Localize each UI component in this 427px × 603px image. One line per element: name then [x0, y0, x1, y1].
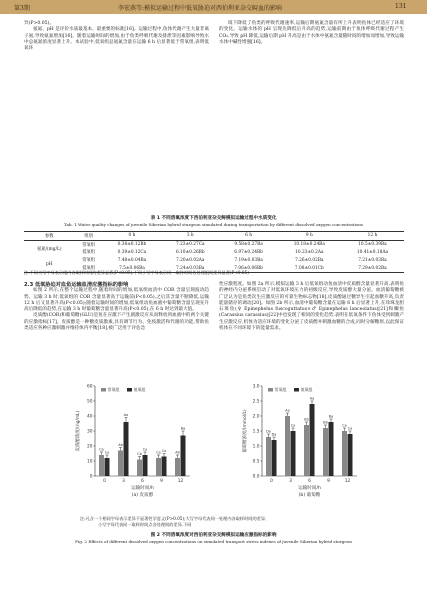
param-cell: pH: [45, 261, 53, 267]
paragraph: 性应激程度。如图 2a 所示,模拟运输 3 h 后低氧组动鱼血清中皮质醇含量显著升高,表明鱼的神经内分泌系统启动了对低氧环境压力的初级反应,导致皮质醇大量分泌。血清葡萄糖被广泛认为是鱼类次生应激反应的可靠生物标志物[18],皮质醇通过糖异生引起血糖升高,负责能量储存的调动[20]。如图 2b 所示,血清中葡萄糖含量在运输 6 h 后显著上升,在珍珠龙胆石斑鱼(♀ Epinephelus fuscoguttatus×♂ Epinephelus lanceolatus)[21]和鲫鱼(Carassius carassius)[22]中也发现了相同的变化趋势,表明在低氧条件下鱼体受到刺激产生应激反应,机体为适应环境的变化分泌了皮质醇并刺激血糖的合成,同时分解糖原,以此保证机体在不同环境下的能量需求。: [219, 282, 404, 332]
y-tick-label: 2.0: [252, 414, 260, 420]
table-note: 注:不同大写字母表示组内各取样时间的差异显著(P<0.05),不同小写字母表示同一取样时间各处理组间差异显著(P<0.05): [24, 270, 249, 275]
data-label: Ca: [290, 423, 296, 428]
bar: [143, 455, 148, 476]
group-cell: 常氧组: [82, 242, 96, 248]
table-row: [24, 249, 404, 257]
x-tick-label: 12: [177, 479, 184, 484]
value-cell: 7.08±0.01Cb: [294, 265, 324, 271]
data-label: Cb: [137, 452, 142, 457]
x-axis-label: 运输时间/h: [298, 486, 321, 491]
section-heading: 2.3 低氧胁迫对血鱼运输血清应激指标的影响: [24, 282, 129, 288]
right-column-mid: [219, 282, 404, 332]
paragraph: 皮质醇(COR)和葡萄糖(GLU)是鱼在应激下产生剧激反应从而释放到血液中的两个关键的应激指标[17]。皮质醇是一种糖皮质激素,具有调节行为、免疫激活和代谢的功能,帮助鱼类适应各种应激刺激并维持体内平衡[18],被广泛用于评估急: [24, 313, 209, 332]
table-header-cell: 12 h: [367, 233, 378, 239]
bar: [99, 455, 104, 476]
value-cell: 6.97±0.24Bb: [234, 249, 263, 255]
param-cell: 氨氮/(mg/L): [36, 246, 62, 252]
legend-label: 常氧组: [107, 387, 120, 393]
table-caption-cn: 表 1 不同溶氧浓度下西伯利亚杂交鲟模拟运输过程中水质变化: [150, 216, 277, 221]
page-header: [0, 0, 427, 14]
data-label: Ca: [142, 447, 148, 452]
x-tick-label: 0: [270, 479, 273, 484]
bar: [272, 440, 277, 476]
table-header-cell: 6 h: [245, 233, 253, 239]
value-cell: 7.26±0.02Ba: [295, 257, 324, 263]
value-cell: 10.41±0.18Aa: [356, 249, 389, 255]
data-label: Bb: [304, 417, 309, 422]
paragraph: 境下降低了鱼类的呼吸代谢速率,运输后期氨氮含量有所上升表明鱼体已经适应了环境的变化。运输水体的 pH 呈现先降低后升高的趋势,运输前期由于鱼体呼吸代谢过程产生 CO₂,导致 pH 降低,运输后期 pH 升高是由于水体中氨氮含量随时间的增加而增加,导致运输水体中碱性增强[16]。: [219, 21, 404, 45]
bar: [118, 451, 123, 477]
table-caption-en: Tab. 1 Water quality changes of juvenile Siberian hybrid sturgeon simulated during transportation by different dissolved oxygen concentrations: [64, 222, 363, 227]
bar: [310, 404, 315, 476]
value-cell: 7.23±0.27Ca: [175, 242, 205, 248]
figure-note: [80, 516, 266, 528]
y-tick-label: 2.5: [252, 399, 260, 405]
bar: [342, 431, 347, 476]
bar: [285, 416, 290, 476]
figure-note-line: 小写字母代表同一取样时间点各处理间的差异,下同: [98, 522, 192, 527]
y-tick-label: 10: [87, 459, 93, 465]
bar: [175, 458, 180, 476]
value-cell: 7.06±0.06Bb: [234, 265, 263, 271]
data-label: Da: [271, 432, 277, 437]
table-row: [24, 240, 404, 248]
water-quality-table: [24, 231, 404, 273]
bar: [181, 436, 186, 477]
value-cell: 10.18±0.24Ba: [293, 242, 325, 248]
x-tick-label: 12: [344, 479, 351, 484]
table-header-cell: 参数: [44, 233, 54, 239]
running-title: 李宏燕等:模拟运输过程中低氧胁迫对西伯利亚杂交鲟血的影响: [118, 5, 283, 12]
value-cell: 0.38±0.12Bb: [117, 242, 147, 248]
bar: [105, 458, 110, 476]
y-tick-label: 3.0: [252, 384, 260, 390]
data-label: Ca: [161, 449, 167, 454]
data-label: Ab: [118, 443, 123, 448]
group-cell: 常氧组: [82, 258, 96, 264]
legend-label: 低氧组: [300, 387, 313, 393]
y-tick-label: 60: [87, 384, 93, 390]
legend-swatch: [101, 388, 106, 392]
bar: [304, 425, 309, 476]
data-label: Bb: [323, 420, 328, 425]
issue-number: 第3期: [14, 5, 30, 12]
x-tick-label: 3: [289, 479, 292, 484]
x-tick-label: 0: [103, 479, 106, 484]
x-axis-label: 运输时间/h: [131, 486, 154, 491]
legend-label: 常氧组: [274, 387, 287, 393]
value-cell: 6.10±0.26Bb: [175, 249, 205, 255]
y-tick-label: 1.5: [252, 429, 260, 435]
bar: [329, 422, 334, 476]
y-tick-label: 0.0: [252, 474, 260, 480]
chart-glucose: [241, 384, 357, 499]
value-cell: 7.5±0.06Ba: [119, 265, 145, 271]
left-column-mid: [24, 282, 209, 332]
data-label: Aa: [285, 408, 290, 413]
y-tick-label: 0.5: [252, 459, 260, 465]
data-label: Ca: [99, 447, 104, 452]
data-label: Da: [266, 429, 271, 434]
data-label: Aa: [309, 396, 315, 401]
value-cell: 10.5±0.39Ba: [358, 242, 387, 248]
x-tick-label: 9: [327, 479, 330, 484]
chart-cortisol: [74, 384, 190, 499]
value-cell: 7.19±0.03Ba: [234, 257, 263, 263]
table-header-row: [24, 232, 404, 241]
value-cell: 0.39±0.12Ca: [117, 249, 147, 255]
figure-note-line: 注:凡含一个相同字母表示差异不显著性学意义(P>0.05);大写字母代表同一处理内各取样时间的差异,: [80, 516, 267, 521]
y-tick-label: 30: [87, 429, 93, 435]
chart-title: (b) 葡萄糖: [298, 493, 321, 498]
chart-title: (a) 皮质醇: [131, 493, 154, 498]
bar: [291, 431, 296, 476]
legend-swatch: [127, 388, 132, 392]
paragraph: 氨氮、pH 是评价水质最基本、最重要的标准[16]。运输过程中,鱼体代谢产生大量非离子氨,导致氨氮增加[16]。随着运输时间的增加,由于鱼类呼吸代谢及排泄等因素影响导致水中总氨氮浓度显著上升。本试验中,低氧组总氨氮含量在运输 6 h 后显著低于常氧组,表明低氧环: [24, 27, 209, 52]
x-tick-label: 9: [160, 479, 163, 484]
y-tick-label: 50: [87, 399, 93, 405]
figure-caption-en: Fig. 2 Effects of different dissolved oxygen concentrations on simulated transport stress indexes of juvenile Siberian hybrid sturgeon: [75, 539, 352, 544]
x-tick-label: 3: [122, 479, 125, 484]
right-column-top: [219, 21, 404, 46]
bar: [162, 457, 167, 477]
table-row: [24, 256, 404, 264]
bar: [266, 437, 271, 476]
left-column-top: [24, 21, 209, 52]
table-header-cell: 9 h: [305, 233, 313, 239]
data-label: Ca: [347, 426, 353, 431]
page-number: 131: [395, 3, 407, 10]
data-label: Ba: [180, 426, 186, 431]
x-tick-label: 6: [141, 479, 144, 484]
data-label: Ba: [328, 414, 334, 419]
y-tick-label: 20: [87, 444, 93, 450]
data-label: Ab: [175, 450, 180, 455]
value-cell: 10.23±0.2Aa: [295, 249, 324, 255]
y-tick-label: 1.0: [252, 444, 260, 450]
legend-swatch: [268, 388, 273, 392]
value-cell: 9.58±0.27Ba: [234, 242, 263, 248]
data-label: Aa: [123, 413, 129, 418]
figure-2: [0, 374, 427, 524]
value-cell: 7.21±0.03Ba: [358, 257, 387, 263]
value-cell: 7.24±0.03Ba: [176, 265, 205, 271]
data-label: Ca: [104, 450, 110, 455]
y-tick-label: 40: [87, 414, 93, 420]
paragraph: 如图 2 所示,在整个运输过程中,随着时间的增加,低氧组血清中 COR 含量呈现波动趋势。运输 3 h 时,低氧组的 COR 含量显著高于运输前(P<0.05),之后其含量不断降低,运输 12 h 后又显著升高(P<0.05);随着运输时间的增加,低氧组动鱼血液中葡萄糖含量呈现先升高后降低的趋势,在运输 3 h 时葡萄糖含量显著升高(P<0.05),在 6 h 时达到最大值。: [24, 288, 209, 313]
legend-label: 低氧组: [133, 387, 146, 393]
value-cell: 7.48±0.04Ba: [117, 257, 147, 263]
data-label: Ca: [156, 450, 161, 455]
table-header-cell: 3 h: [186, 233, 194, 239]
figure-caption-cn: 图 2 不同溶氧浓度对西伯利亚杂交鲟模拟运输应激指标的影响: [150, 533, 277, 538]
paragraph: 异(P>0.05)。: [24, 21, 54, 26]
bar: [137, 460, 142, 477]
group-cell: 低氧组: [82, 266, 96, 272]
group-cell: 低氧组: [82, 250, 96, 256]
bar: [323, 428, 328, 476]
data-label: Ca: [342, 423, 347, 428]
bar: [124, 422, 129, 476]
value-cell: 7.20±0.02Aa: [176, 257, 205, 263]
table-header-cell: 组别: [84, 233, 93, 239]
y-axis-label: 皮质醇浓度/(ng/mL): [76, 410, 81, 452]
y-axis-label: 葡萄糖浓度/(mmol/L): [243, 409, 248, 453]
table-header-cell: 0 h: [128, 233, 136, 239]
value-cell: 7.29±0.02Ba: [358, 265, 387, 271]
x-tick-label: 6: [308, 479, 311, 484]
bar: [156, 458, 161, 476]
bar: [348, 434, 353, 476]
legend-swatch: [294, 388, 299, 392]
y-tick-label: 0: [89, 474, 93, 480]
